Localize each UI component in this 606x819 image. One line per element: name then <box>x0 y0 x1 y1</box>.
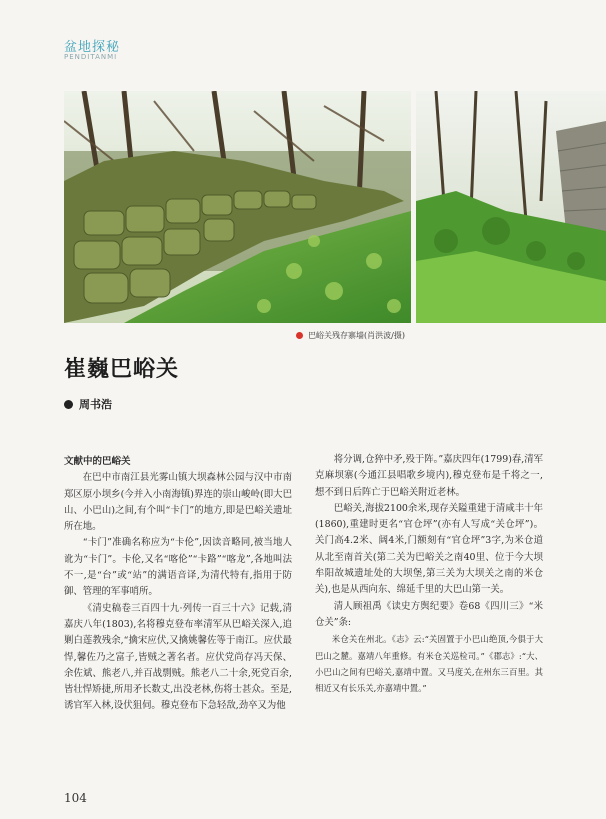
article-title: 崔巍巴峪关 <box>64 356 180 382</box>
author-name: 周书浩 <box>79 398 112 411</box>
caption-bullet-icon <box>296 332 303 339</box>
block-quote: 米仓关在州北。《志》云:“关固置于小巴山绝顶,今俱于大巴山之麓。嘉靖八年重修。有米仓关巡检司。”《郡志》:“大、小巴山之间有巴峪关,嘉靖中置。又马度关,在州东三百里。其相近又有长乐关,亦嘉靖中置。” <box>315 634 543 694</box>
paragraph: “卡门”准确名称应为“卡伦”,因读音略同,被当地人讹为“卡门”。卡伦,又名“喀伦”“卡路”“喀龙”,各地叫法不一,是“台”或“站”的满语音译,为清代特有,指用于防御、管理的军事哨所。 <box>64 537 292 598</box>
article-column-left <box>64 454 292 715</box>
article-column-right <box>315 452 543 696</box>
paragraph: 清人顾祖禹《读史方舆纪要》卷68《四川三》“米仓关”条: <box>315 600 543 628</box>
section-heading: 文献中的巴峪关 <box>64 456 131 467</box>
paragraph: 巴峪关,海拔2100余米,现存关隘重建于清咸丰十年(1860),重建时更名“官仓坪”(亦有人写成“关仓坪”)。关门高4.2米、阔4米,门额刻有“官仓坪”3字,为米仓道从北至南首关(第二关为巴峪关之南40里、位于今大坝牟阳故城遗址处的大坝堡,第三关为大坝关之南的米仓关),也是从西向东、绵延千里的大巴山第一关。 <box>315 502 543 596</box>
paragraph: 《清史稿卷三百四十九·列传一百三十六》记载,清嘉庆八年(1803),名将穆克登布率清军从巴峪关深入,追剿白莲教残余,“擒宋应伏,又擒姚馨佐等于南江。应伏最悍,馨佐乃之富子,皆贼之著名者。应伏党尚存冯天保、余佐斌、熊老八,并百战剽贼。熊老八二十余,死党百余,皆壮悍矫捷,所用矛长数丈,出没老林,伤将士甚众。至是,诱官军入林,设伏狙伺。穆克登布下急轻敌,劲卒又为他 <box>64 602 292 712</box>
section-title: 盆地探秘 <box>64 40 121 55</box>
photo-stone-wall-forest <box>64 91 411 323</box>
paragraph: 在巴中市南江县光雾山镇大坝森林公园与汉中市南郑区原小坝乡(今并入小南海镇)界连的崇山峻岭(即大巴山、小巴山)之间,有个叫“卡门”的地方,即是巴峪关遗址所在地。 <box>64 472 292 533</box>
caption-text: 巴峪关残存寨墙(肖洪波/摄) <box>308 331 405 340</box>
photo-fortress-ruins <box>416 91 606 323</box>
paragraph: 将分调,仓猝中矛,殁于阵。”嘉庆四年(1799)春,清军克麻坝寨(今通江县唱歌乡境内),穆克登布是千将之一,想不到日后阵亡于巴峪关附近老林。 <box>315 454 543 498</box>
author-line <box>64 396 112 412</box>
author-bullet-icon <box>64 400 73 409</box>
section-title-pinyin: PENDITANMI <box>64 53 118 61</box>
photo-caption <box>296 330 405 341</box>
page-number: 104 <box>64 791 87 805</box>
